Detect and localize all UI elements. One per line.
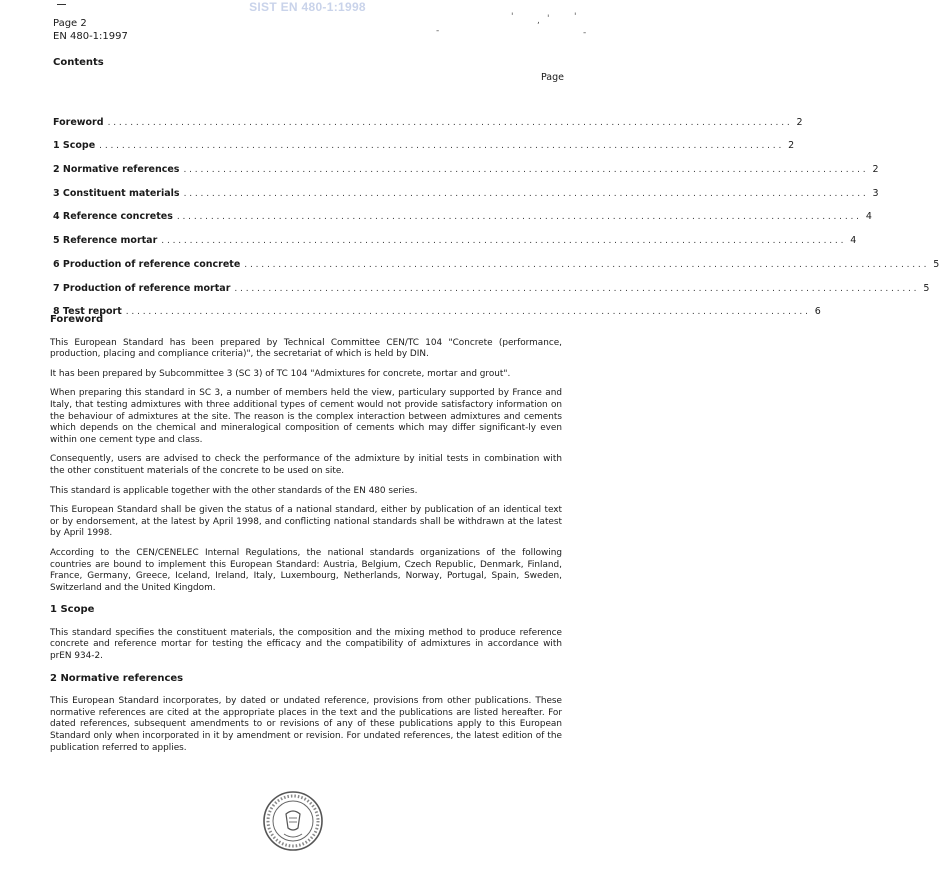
toc-leader: ......................................................................................................................... — [234, 283, 920, 294]
toc-leader: ......................................................................................................................... — [161, 236, 847, 247]
toc-leader: ......................................................................................................................... — [176, 212, 862, 223]
scan-speck: , — [537, 16, 540, 26]
foreword-paragraph: This European Standard has been prepared by Technical Committee CEN/TC 104 "Concrete (performance, production, placing and compliance criteria)", the secretariat of which is held by DIN. — [50, 337, 562, 360]
foreword-paragraph: According to the CEN/CENELEC Internal Regulations, the national standards organizations of the following countries are bound to implement this European Standard: Austria, Belgium, Czech Republic, Denmark, Finland, France, Germany, Greece, Iceland, Ireland, Italy, Luxembourg, Netherlands, Norway, Portugal, Spain, Sweden, Switzerland and the United Kingdom. — [50, 547, 562, 593]
toc-entry-page: 4 — [850, 235, 857, 247]
foreword-paragraph: This standard is applicable together with the other standards of the EN 480 series. — [50, 485, 418, 496]
toc-entry[interactable] — [53, 270, 930, 294]
toc-entry-page: 5 — [923, 282, 930, 294]
toc-entry-label: 8 Test report — [53, 306, 122, 318]
toc-entry[interactable] — [53, 104, 803, 128]
foreword-paragraph: When preparing this standard in SC 3, a number of members held the view, particulary supported by France and Italy, that testing admixtures with three additional types of cement would not provide satisfactory information on the behaviour of admixtures at the site. The reason is the complex interaction between admixtures and cements which depends on the chemical and mineralogical composition of cements which may differ significant-ly even within one cement type and class. — [50, 388, 562, 445]
toc-leader: ......................................................................................................................... — [99, 141, 785, 152]
toc-entry[interactable] — [53, 199, 872, 223]
scan-speck: ' — [547, 14, 550, 24]
document-body — [50, 314, 562, 762]
toc-entry-page: 2 — [788, 140, 795, 152]
scan-speck: - — [583, 28, 587, 38]
toc-leader: ......................................................................................................................... — [107, 117, 793, 128]
toc-entry[interactable] — [53, 128, 795, 152]
toc-entry[interactable] — [53, 246, 939, 270]
toc-leader: ......................................................................................................................... — [183, 188, 869, 199]
normative-references-heading: 2 Normative references — [50, 672, 184, 684]
toc-entry-page: 5 — [933, 258, 939, 270]
scan-speck: ' — [511, 12, 514, 22]
scope-heading: 1 Scope — [50, 604, 95, 616]
page-number: Page 2 — [53, 18, 87, 29]
toc-entry-label: 2 Normative references — [53, 164, 180, 176]
toc-entry-label: 6 Production of reference concrete — [53, 258, 241, 270]
toc-entry[interactable] — [53, 222, 857, 247]
foreword-paragraph: It has been prepared by Subcommittee 3 (SC 3) of TC 104 "Admixtures for concrete, mortar and grout". — [50, 368, 511, 379]
scan-speck: - — [436, 26, 440, 36]
contents-page-label: Page — [541, 72, 564, 83]
normative-references-paragraph: This European Standard incorporates, by dated or undated reference, provisions from other publications. These normative references are cited at the appropriate places in the text and the publications are listed hereafter. For dated references, subsequent amendments to or revisions of any of these publications apply to this European Standard only when incorporated in it by amendment or revision. For undated references, the latest edition of the publication referred to applies. — [50, 696, 562, 753]
toc-entry-label: 4 Reference concretes — [53, 211, 173, 223]
toc-entry-label: 5 Reference mortar — [53, 235, 158, 247]
foreword-paragraph: This European Standard shall be given the status of a national standard, either by publication of an identical text or by endorsement, at the latest by April 1998, and conflicting national standards shall be withdrawn at the latest by April 1998. — [50, 505, 562, 539]
toc-entry-page: 6 — [814, 306, 821, 318]
toc-entry-label: 1 Scope — [53, 140, 96, 152]
toc-leader: ......................................................................................................................... — [183, 165, 869, 176]
toc-entry-page: 3 — [872, 187, 879, 199]
watermark: SIST EN 480-1:1998 — [249, 0, 366, 14]
standard-code: EN 480-1:1997 — [53, 31, 128, 42]
toc-entry-page: 2 — [872, 164, 879, 176]
toc-entry-label: 7 Production of reference mortar — [53, 282, 231, 294]
scope-paragraph: This standard specifies the constituent materials, the composition and the mixing method to produce reference concrete and reference mortar for testing the efficacy and the compatibility of admixtures in accordance with prEN 934-2. — [50, 627, 562, 662]
toc-entry[interactable] — [53, 175, 879, 199]
toc-entry-page: 2 — [796, 116, 803, 128]
toc-entry-label: 3 Constituent materials — [53, 187, 180, 199]
foreword-paragraph: Consequently, users are advised to check the performance of the admixture by initial tests in combination with the other constituent materials of the concrete to be used on site. — [50, 454, 562, 476]
header-dash — [57, 4, 66, 5]
toc-leader: ......................................................................................................................... — [125, 307, 811, 318]
foreword-heading: Foreword — [50, 314, 104, 325]
contents-title: Contents — [53, 57, 104, 68]
toc-entry-label: Foreword — [53, 116, 104, 128]
table-of-contents — [53, 104, 939, 318]
official-seal-stamp — [262, 790, 324, 852]
scan-speck: ' — [574, 12, 577, 22]
toc-entry-page: 4 — [865, 211, 872, 223]
toc-leader: ......................................................................................................................... — [244, 259, 930, 270]
toc-entry[interactable] — [53, 151, 879, 176]
